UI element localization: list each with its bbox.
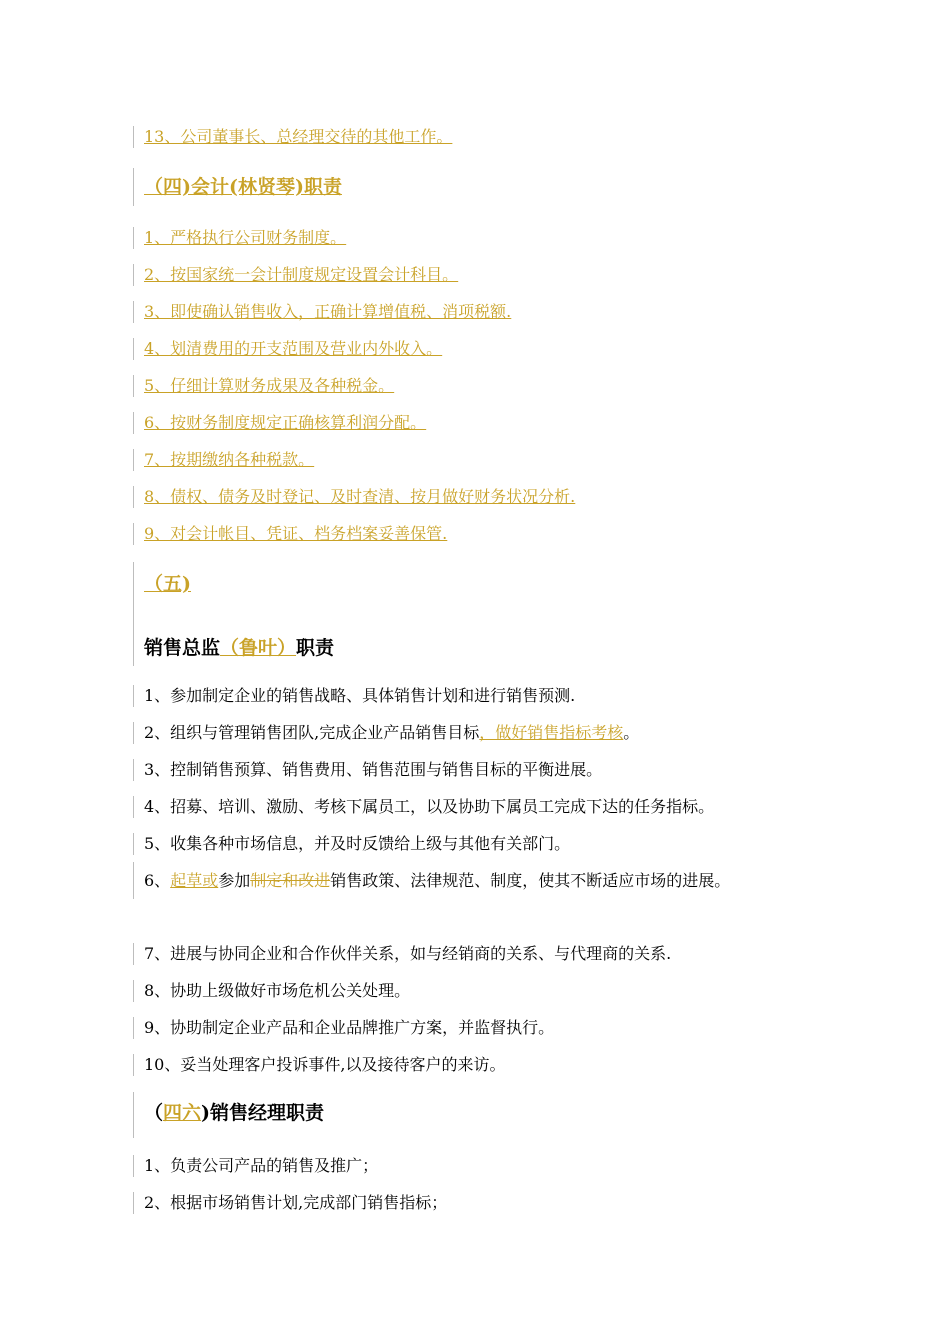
section-heading-sales-director <box>133 606 833 666</box>
list-item <box>133 523 833 545</box>
list-item-text: 2、根据市场销售计划,完成部门销售指标； <box>144 1193 448 1212</box>
list-item-text: 7、进展与协同企业和合作伙伴关系，如与经销商的关系、与代理商的关系. <box>144 944 672 963</box>
list-item <box>133 722 833 744</box>
list-item <box>133 980 833 1002</box>
tracked-insertion-text: 四六 <box>163 1102 202 1124</box>
list-item <box>133 264 833 286</box>
list-item <box>133 685 833 707</box>
tracked-insertion-text: ，做好销售指标考核 <box>479 723 624 742</box>
list-item-text: 。 <box>623 723 640 742</box>
list-item-text: 1、参加制定企业的销售战略、具体销售计划和进行销售预测. <box>144 686 576 705</box>
list-item <box>133 1054 833 1076</box>
list-item <box>133 1017 833 1039</box>
list-item-text: 6、按财务制度规定正确核算利润分配。 <box>144 413 427 432</box>
list-item-text: 3、即使确认销售收入，正确计算增值税、消项税额. <box>144 302 512 321</box>
list-item <box>133 833 833 855</box>
heading-text: （ <box>144 1102 164 1124</box>
list-item-text: 8、债权、债务及时登记、及时查清、按月做好财务状况分析. <box>144 487 576 506</box>
list-item-text: 8、协助上级做好市场危机公关处理。 <box>144 981 411 1000</box>
list-item-text: 2、按国家统一会计制度规定设置会计科目。 <box>144 265 459 284</box>
list-item <box>133 862 823 899</box>
list-item <box>133 375 833 397</box>
list-item <box>133 1155 833 1177</box>
list-item <box>133 338 833 360</box>
tracked-insertion-text: 起草或 <box>170 871 219 890</box>
list-item-text: 9、对会计帐目、凭证、档务档案妥善保管. <box>144 524 448 543</box>
list-item <box>133 301 833 323</box>
list-item-text: 销售政策、法律规范、制度，使其不断适应市场的进展。 <box>330 871 731 890</box>
list-item-text: 4、招募、培训、激励、考核下属员工，以及协助下属员工完成下达的任务指标。 <box>144 797 715 816</box>
list-item-text: 3、控制销售预算、销售费用、销售范围与销售目标的平衡进展。 <box>144 760 603 779</box>
tracked-insertion-text: （鲁叶） <box>220 637 297 659</box>
section-heading-accountant <box>133 168 833 206</box>
tracked-insertion-text: 13、公司董事长、总经理交待的其他工作。 <box>144 127 453 146</box>
list-item <box>133 227 833 249</box>
list-item-text: 4、划清费用的开支范围及营业内外收入。 <box>144 339 443 358</box>
list-item-text: 1、严格执行公司财务制度。 <box>144 228 347 247</box>
tracked-insertion-text: （四)会计(林贤琴)职责 <box>144 176 342 198</box>
list-item <box>133 486 833 508</box>
list-item-text: 6、 <box>144 871 171 890</box>
list-item <box>133 449 833 471</box>
list-item-text: 5、仔细计算财务成果及各种税金。 <box>144 376 395 395</box>
list-item <box>133 412 833 434</box>
list-item-text: 5、收集各种市场信息，并及时反馈给上级与其他有关部门。 <box>144 834 571 853</box>
heading-text: )销售经理职责 <box>201 1102 325 1124</box>
heading-text: 职责 <box>296 637 335 659</box>
list-item-text: 10、妥当处理客户投诉事件,以及接待客户的来访。 <box>144 1055 506 1074</box>
list-item <box>133 1192 833 1214</box>
list-item-text: 9、协助制定企业产品和企业品牌推广方案，并监督执行。 <box>144 1018 555 1037</box>
tracked-deletion-text: 制定和改进 <box>250 871 331 890</box>
list-item <box>133 796 833 818</box>
list-item <box>133 759 833 781</box>
list-item-text: 2、组织与管理销售团队,完成企业产品销售目标 <box>144 723 480 742</box>
list-item <box>133 126 833 148</box>
list-item-text: 参加 <box>218 871 251 890</box>
section-number-five <box>133 562 833 606</box>
section-heading-sales-manager <box>133 1092 833 1138</box>
list-item-text: 7、按期缴纳各种税款。 <box>144 450 315 469</box>
list-item-text: 1、负责公司产品的销售及推广； <box>144 1156 379 1175</box>
list-item <box>133 943 833 965</box>
tracked-insertion-text: （五) <box>144 573 191 595</box>
heading-text: 销售总监 <box>144 637 221 659</box>
